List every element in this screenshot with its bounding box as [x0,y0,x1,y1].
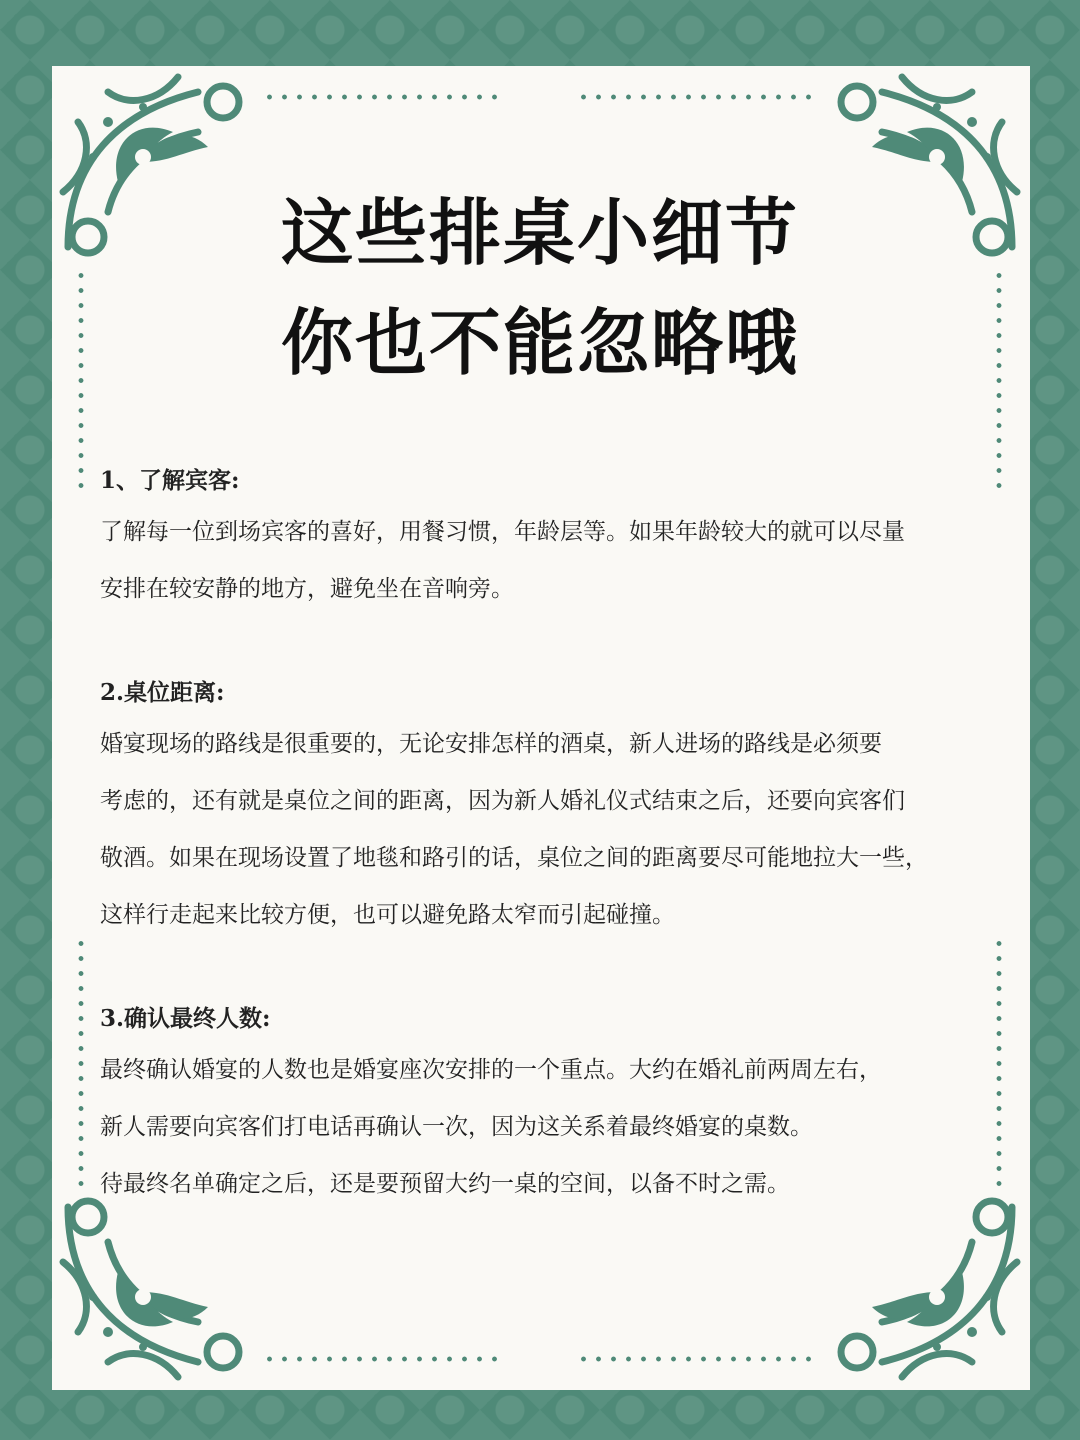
top-left-dotted-line [262,94,507,100]
floral-corner-icon [48,1192,248,1392]
bottom-left-dotted-line [262,1356,507,1362]
section-final-count [100,996,990,1213]
paragraph-line: 安排在较安静的地方，避免坐在音响旁。 [100,576,514,602]
bottom-right-dotted-line [576,1356,821,1362]
top-right-dotted-line [576,94,821,100]
paragraph-line: 这样行走起来比较方便，也可以避免路太窄而引起碰撞。 [100,902,675,928]
section-table-distance [100,670,990,944]
right-lower-dotted-line [996,936,1002,1186]
section-heading: 3.确认最终人数: [100,1005,271,1032]
article-body [100,458,990,1213]
section-guests [100,458,990,618]
paragraph-line: 最终确认婚宴的人数也是婚宴座次安排的一个重点。大约在婚礼前两周左右， [100,1057,882,1083]
left-lower-dotted-line [78,936,84,1186]
paragraph-line: 待最终名单确定之后，还是要预留大约一桌的空间，以备不时之需。 [100,1171,790,1197]
paragraph-line: 敬酒。如果在现场设置了地毯和路引的话，桌位之间的距离要尽可能地拉大一些， [100,845,928,871]
paragraph-line: 考虑的，还有就是桌位之间的距离，因为新人婚礼仪式结束之后，还要向宾客们 [100,788,905,814]
title-line-1: 这些排桌小细节 [280,190,799,275]
paragraph-line: 婚宴现场的路线是很重要的，无论安排怎样的酒桌，新人进场的路线是必须要 [100,731,882,757]
paragraph-line: 了解每一位到场宾客的喜好，用餐习惯，年龄层等。如果年龄较大的就可以尽量 [100,519,905,545]
section-heading: 2.桌位距离: [100,679,225,706]
page-title [0,178,1080,398]
title-line-2: 你也不能忽略哦 [280,300,799,385]
paragraph-line: 新人需要向宾客们打电话再确认一次，因为这关系着最终婚宴的桌数。 [100,1114,813,1140]
section-heading: 1、了解宾客: [100,467,240,494]
floral-corner-icon [832,1192,1032,1392]
